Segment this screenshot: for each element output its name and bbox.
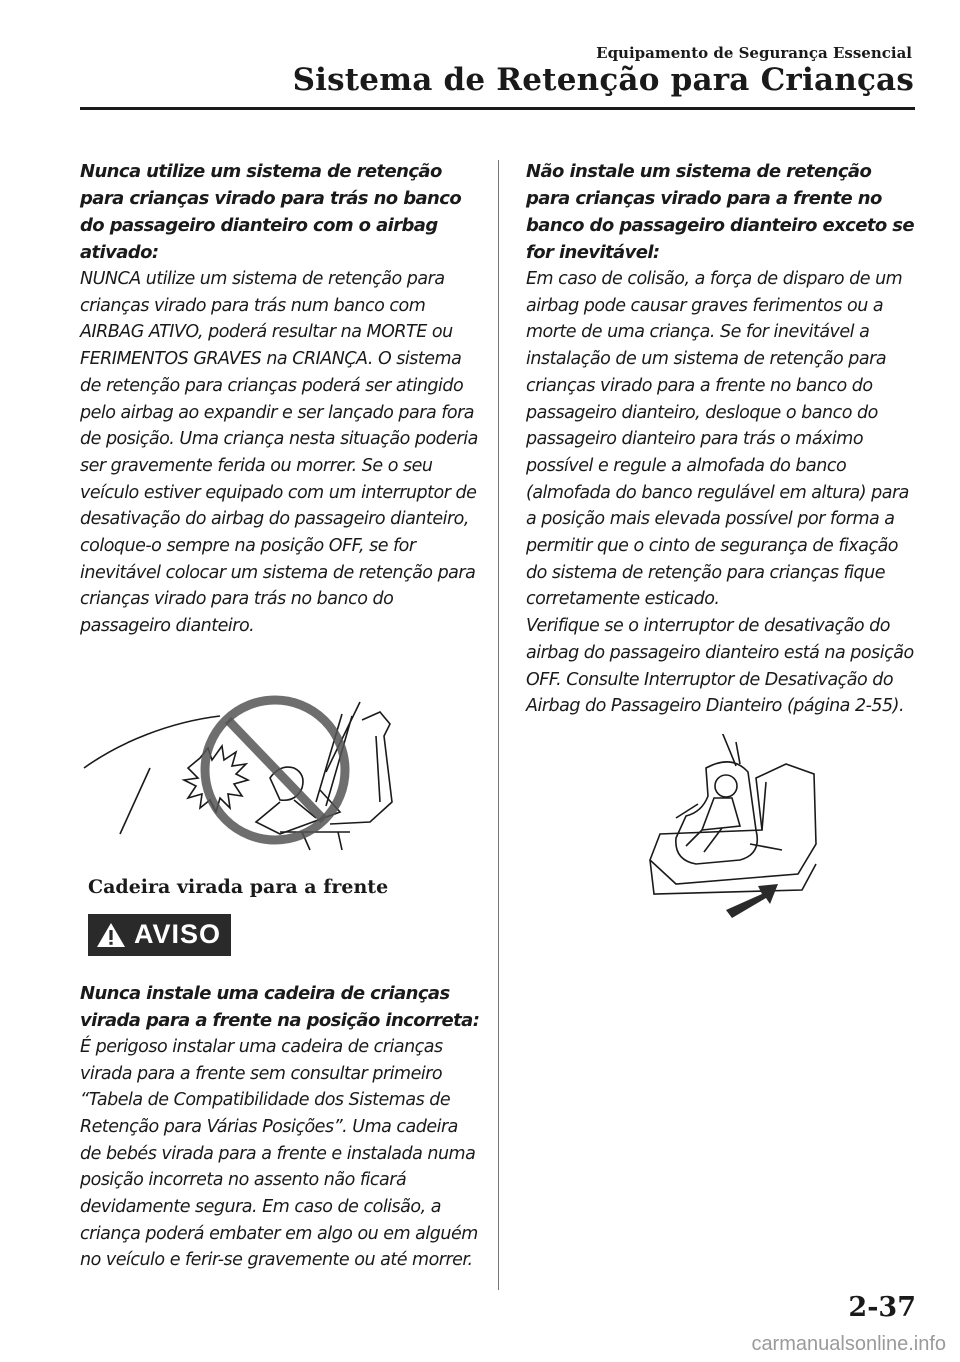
rear-facing-airbag-prohibited-illustration <box>80 672 480 852</box>
right-body-1: Em caso de colisão, a força de disparo de um airbag pode causar graves ferimentos ou a morte de uma criança. Se for inevitável a instalação de um sistema de retenção para crianças virado para a frente no banco do passageiro dianteiro, desloque o banco do passageiro dianteiro para trás o máximo possível e regule a almofada do banco (almofada do banco regulável em altura) para a posição mais elevada possível por forma a permitir que o cinto de segurança de fixação do sistema de retenção para crianças fique corretamente esticado. <box>526 269 909 610</box>
right-body-2: Verifique se o interruptor de desativação do airbag do passageiro dianteiro está na posição OFF. Consulte Interruptor de Desativação do Airbag do Passageiro Dianteiro (página 2-55). <box>526 616 914 717</box>
header-rule <box>80 107 915 110</box>
left-heading: Nunca utilize um sistema de retenção para crianças virado para trás no banco do passageiro dianteiro com o airbag ativado: <box>80 161 462 263</box>
page-number: 2-37 <box>848 1292 916 1323</box>
watermark: carmanualsonline.info <box>751 1333 946 1355</box>
right-column <box>526 158 918 924</box>
page-title: Sistema de Retenção para Crianças <box>292 62 914 98</box>
section-title: Cadeira virada para a frente <box>88 875 389 898</box>
right-heading: Não instale um sistema de retenção para crianças virado para a frente no banco do passageiro dianteiro exceto se for inevitável: <box>526 161 915 263</box>
warning-label: AVISO <box>134 919 222 950</box>
warning-heading: Nunca instale uma cadeira de crianças virada para a frente na posição incorreta: <box>80 982 480 1031</box>
warning-body: É perigoso instalar uma cadeira de crianças virada para a frente sem consultar primeiro “Tabela de Compatibilidade dos Sistemas de Retenção para Várias Posições”. Uma cadeira de bebés virada para a frente e instalada numa posição incorreta no assento não ficará devidamente segura. Em caso de colisão, a criança poderá embater em algo ou em alguém no veículo e ferir-se gravemente ou até morrer. <box>80 1036 478 1271</box>
forward-facing-child-seat-illustration <box>526 734 918 924</box>
column-divider <box>498 160 499 1290</box>
left-body: NUNCA utilize um sistema de retenção para crianças virado para trás num banco com AIRBAG ATIVO, poderá resultar na MORTE ou FERIMENTOS GRAVES na CRIANÇA. O sistema de retenção para crianças poderá ser atingido pelo airbag ao expandir e ser lançado para fora de posição. Uma criança nesta situação poderia ser gravemente ferida ou morrer. Se o seu veículo estiver equipado com um interruptor de desativação do airbag do passageiro dianteiro, coloque-o sempre na posição OFF, se for inevitável colocar um sistema de retenção para crianças virado para trás no banco do passageiro dianteiro. <box>80 269 478 637</box>
warning-icon <box>96 922 126 948</box>
chapter-label: Equipamento de Segurança Essencial <box>596 44 912 62</box>
warning-badge <box>88 914 231 956</box>
left-column <box>80 158 480 1274</box>
